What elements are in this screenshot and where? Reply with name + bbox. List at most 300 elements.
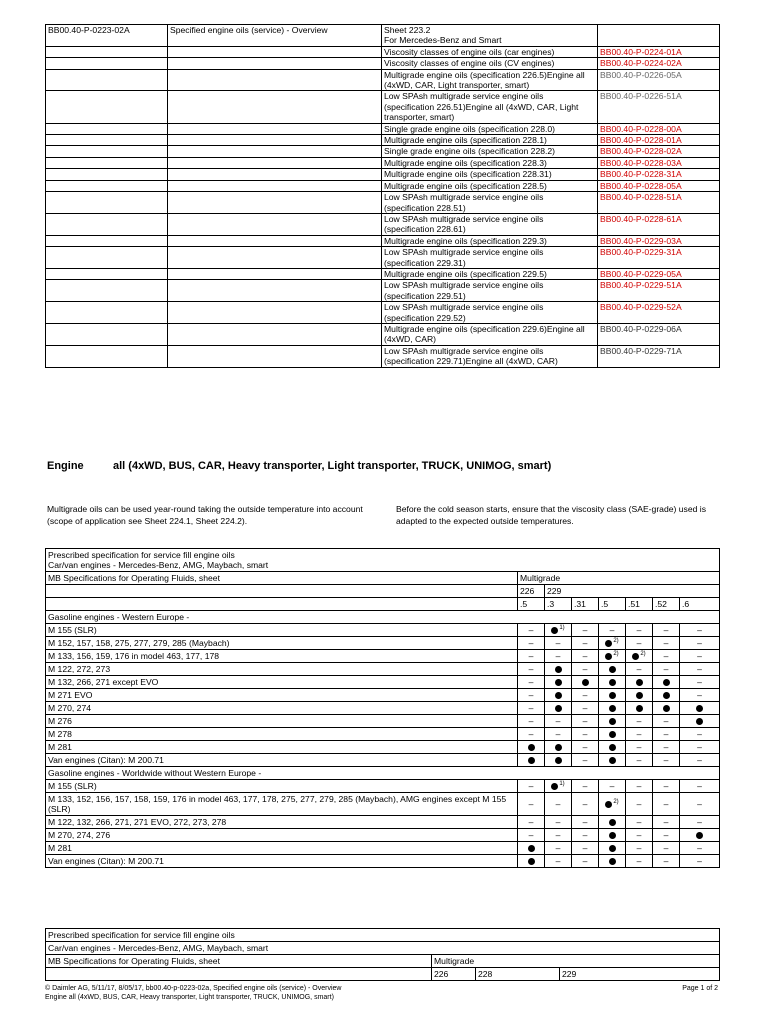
overview-row (46, 157, 720, 168)
spec-sub-header: .6 (680, 598, 720, 611)
overview-row (46, 192, 720, 214)
spec-cell (599, 702, 626, 715)
spec2-title-line2: Car/van engines - Mercedes-Benz, AMG, Maybach, smart (46, 942, 720, 955)
spec-title (46, 549, 720, 572)
spec-title-row (46, 549, 720, 572)
document-title: Specified engine oils (service) - Overview (168, 25, 382, 47)
empty-cell (168, 213, 382, 235)
empty-cell (46, 157, 168, 168)
note-right: Before the cold season starts, ensure that the viscosity class (SAE-grade) used is adapted to the expected outside temperatures. (396, 504, 707, 526)
spec-cell: – (653, 793, 680, 816)
footer-line2: Engine all (4xWD, BUS, CAR, Heavy transporter, Light transporter, TRUCK, UNIMOG, smart) (45, 994, 334, 1001)
engine-name: M 270, 274 (46, 702, 518, 715)
spec-cell: – (653, 829, 680, 842)
engine-name: Van engines (Citan): M 200.71 (46, 754, 518, 767)
empty-cell (168, 247, 382, 269)
spec-cell: – (626, 663, 653, 676)
empty-cell (168, 46, 382, 57)
spec-cell (626, 650, 653, 663)
spec-cell: – (518, 702, 545, 715)
sheet-ref (382, 25, 598, 47)
engine-row (46, 741, 720, 754)
bullet-icon (609, 757, 616, 764)
empty-cell (46, 235, 168, 246)
spec-cell: – (518, 793, 545, 816)
spec-cell (599, 829, 626, 842)
engine-row (46, 816, 720, 829)
spec-cell: – (572, 624, 599, 637)
spec-cell: – (572, 741, 599, 754)
spec-cell: – (518, 780, 545, 793)
bullet-icon (696, 718, 703, 725)
overview-desc: Low SPAsh multigrade service engine oils (specification 229.52) (382, 302, 598, 324)
engine-name: M 281 (46, 741, 518, 754)
section-heading: Gasoline engines - Western Europe - (46, 611, 720, 624)
footer-left (45, 984, 341, 1002)
spec-cell: – (653, 650, 680, 663)
bullet-icon (636, 679, 643, 686)
spec-cell (626, 676, 653, 689)
spec2-mb-row (46, 955, 720, 968)
empty-cell (168, 69, 382, 91)
empty-cell (46, 345, 168, 367)
overview-row (46, 302, 720, 324)
bullet-icon (609, 679, 616, 686)
overview-ref-link[interactable]: BB00.40-P-0229-05A (598, 268, 720, 279)
spec2-group-229: 229 (560, 968, 720, 981)
spec2-group-226: 226 (432, 968, 476, 981)
section-heading-row (46, 611, 720, 624)
bullet-icon (636, 692, 643, 699)
spec-cell: – (545, 829, 572, 842)
spec-cell (545, 676, 572, 689)
spec-cell: – (572, 816, 599, 829)
spec-cell (599, 637, 626, 650)
empty-cell (46, 192, 168, 214)
empty-cell (168, 123, 382, 134)
engine-name: M 155 (SLR) (46, 780, 518, 793)
engine-row (46, 728, 720, 741)
spec-cell: – (626, 842, 653, 855)
engine-name: M 278 (46, 728, 518, 741)
spec-sub-header: .3 (545, 598, 572, 611)
bullet-icon (528, 744, 535, 751)
empty-cell (168, 169, 382, 180)
overview-ref-link[interactable]: BB00.40-P-0228-61A (598, 213, 720, 235)
bullet-icon (636, 705, 643, 712)
engine-name: M 133, 152, 156, 157, 158, 159, 176 in model 463, 177, 178, 275, 277, 279, 285 (Maybach), AMG engines except M 155 (SLR) (46, 793, 518, 816)
overview-row (46, 268, 720, 279)
engine-row (46, 637, 720, 650)
spec-cell: – (599, 624, 626, 637)
bullet-icon (632, 653, 639, 660)
engine-name: M 133, 156, 159, 176 in model 463, 177, 178 (46, 650, 518, 663)
engine-row (46, 676, 720, 689)
spec-cell: – (626, 829, 653, 842)
bullet-icon (555, 692, 562, 699)
bullet-icon (609, 705, 616, 712)
spec-cell (653, 676, 680, 689)
sheet-number: Sheet 223.2 (384, 25, 431, 35)
overview-table (45, 24, 720, 368)
sheet-subtitle: For Mercedes-Benz and Smart (384, 35, 502, 46)
overview-ref-link[interactable]: BB00.40-P-0229-71A (598, 345, 720, 367)
engine-name: M 122, 272, 273 (46, 663, 518, 676)
spec-cell (599, 855, 626, 868)
spec-cell (599, 663, 626, 676)
footnote-ref: 2) (613, 651, 619, 657)
bullet-icon (555, 679, 562, 686)
overview-ref-link[interactable]: BB00.40-P-0228-51A (598, 192, 720, 214)
overview-ref-link[interactable]: BB00.40-P-0228-31A (598, 169, 720, 180)
overview-row (46, 46, 720, 57)
spec-cell (599, 676, 626, 689)
bullet-icon (663, 692, 670, 699)
spec-cell (680, 829, 720, 842)
overview-desc: Viscosity classes of engine oils (CV engines) (382, 58, 598, 69)
empty-cell (46, 968, 432, 981)
spec-cell (626, 689, 653, 702)
bullet-icon (551, 783, 558, 790)
spec-cell (599, 793, 626, 816)
overview-ref-link[interactable]: BB00.40-P-0228-05A (598, 180, 720, 191)
bullet-icon (555, 744, 562, 751)
spec-cell: – (680, 676, 720, 689)
spec-cell: – (680, 741, 720, 754)
overview-row (46, 235, 720, 246)
spec2-title-row1 (46, 929, 720, 942)
footnote-ref: 1) (559, 625, 565, 631)
overview-desc: Low SPAsh multigrade service engine oils (specification 228.51) (382, 192, 598, 214)
spec-cell: – (518, 637, 545, 650)
spec-cell: – (572, 650, 599, 663)
spec-cell (545, 663, 572, 676)
spec-cell (545, 689, 572, 702)
spec-cell: – (518, 663, 545, 676)
spec-cell (653, 702, 680, 715)
spec-cell: – (572, 855, 599, 868)
spec-cell: – (680, 842, 720, 855)
footnote-ref: 2) (640, 651, 646, 657)
spec-cell: – (545, 793, 572, 816)
engine-row (46, 689, 720, 702)
spec-cell: – (626, 624, 653, 637)
empty-cell (168, 302, 382, 324)
empty-cell (46, 268, 168, 279)
overview-ref-link[interactable]: BB00.40-P-0228-01A (598, 135, 720, 146)
engine-row (46, 650, 720, 663)
empty-cell (46, 323, 168, 345)
spec-cell: – (599, 780, 626, 793)
bullet-icon (609, 819, 616, 826)
spec-cell: – (680, 728, 720, 741)
overview-ref-link[interactable]: BB00.40-P-0224-01A (598, 46, 720, 57)
spec-cell: – (626, 780, 653, 793)
spec-cell: – (626, 855, 653, 868)
overview-row (46, 247, 720, 269)
spec-sub-header: .52 (653, 598, 680, 611)
group-226: 226 (518, 585, 545, 598)
empty-cell (46, 247, 168, 269)
spec-cell: – (545, 855, 572, 868)
overview-desc: Multigrade engine oils (specification 229.3) (382, 235, 598, 246)
overview-ref-link[interactable]: BB00.40-P-0229-52A (598, 302, 720, 324)
spec-cell: – (653, 842, 680, 855)
empty-cell (168, 91, 382, 123)
engine-name: M 276 (46, 715, 518, 728)
overview-row (46, 323, 720, 345)
bullet-icon (609, 731, 616, 738)
overview-row (46, 58, 720, 69)
spec-cell: – (680, 754, 720, 767)
spec-cell: – (653, 780, 680, 793)
overview-ref-link[interactable]: BB00.40-P-0229-51A (598, 280, 720, 302)
spec-cell (653, 689, 680, 702)
spec-cell (599, 689, 626, 702)
overview-ref-link[interactable]: BB00.40-P-0226-51A (598, 91, 720, 123)
overview-row (46, 123, 720, 134)
engine-name: M 270, 274, 276 (46, 829, 518, 842)
spec-cell: – (572, 829, 599, 842)
overview-desc: Low SPAsh multigrade service engine oils (specification 228.61) (382, 213, 598, 235)
spec-cell (626, 702, 653, 715)
overview-ref-link[interactable]: BB00.40-P-0228-00A (598, 123, 720, 134)
empty-cell (46, 598, 518, 611)
overview-ref-link[interactable]: BB00.40-P-0229-03A (598, 235, 720, 246)
spec-cell: – (653, 728, 680, 741)
spec-cell: – (680, 650, 720, 663)
spec-cell: – (572, 689, 599, 702)
spec-cell: – (572, 842, 599, 855)
spec-cell: – (545, 650, 572, 663)
engine-row (46, 855, 720, 868)
footer-line1: © Daimler AG, 5/11/17, 8/05/17, bb00.40-p-0223-02a, Specified engine oils (service) - Overview (45, 985, 342, 992)
engine-row (46, 624, 720, 637)
empty-cell (168, 157, 382, 168)
overview-desc: Multigrade engine oils (specification 228.1) (382, 135, 598, 146)
empty-cell (168, 345, 382, 367)
overview-desc: Low SPAsh multigrade service engine oils (specification 229.51) (382, 280, 598, 302)
spec-cell: – (680, 663, 720, 676)
empty-cell (46, 169, 168, 180)
spec-sub-row (46, 598, 720, 611)
spec-cell: – (680, 816, 720, 829)
empty-cell (168, 280, 382, 302)
engine-name: M 122, 132, 266, 271, 271 EVO, 272, 273, 278 (46, 816, 518, 829)
bullet-icon (555, 757, 562, 764)
bullet-icon (555, 666, 562, 673)
spec-cell: – (545, 728, 572, 741)
spec-cell: – (626, 741, 653, 754)
overview-ref-link[interactable]: BB00.40-P-0224-02A (598, 58, 720, 69)
spec-cell: – (653, 624, 680, 637)
overview-ref-link[interactable]: BB00.40-P-0226-05A (598, 69, 720, 91)
empty-cell (168, 235, 382, 246)
spec-cell (599, 715, 626, 728)
spec2-title-row2 (46, 942, 720, 955)
overview-row (46, 91, 720, 123)
overview-desc: Single grade engine oils (specification 228.0) (382, 123, 598, 134)
overview-row (46, 180, 720, 191)
overview-ref-link[interactable]: BB00.40-P-0228-02A (598, 146, 720, 157)
spec-cell (599, 741, 626, 754)
spec-cell (572, 676, 599, 689)
engine-row (46, 842, 720, 855)
bullet-icon (528, 858, 535, 865)
overview-row (46, 69, 720, 91)
note-left: Multigrade oils can be used year-round taking the outside temperature into account (scope of application see Sheet 224.1, Sheet 224.2). (47, 504, 363, 526)
bullet-icon (609, 692, 616, 699)
overview-desc: Multigrade engine oils (specification 228.3) (382, 157, 598, 168)
spec-cell (545, 780, 572, 793)
spec-cell: – (626, 816, 653, 829)
group-229: 229 (545, 585, 720, 598)
overview-row (46, 213, 720, 235)
bullet-icon (605, 653, 612, 660)
spec2-title-line1: Prescribed specification for service fill engine oils (46, 929, 720, 942)
overview-desc: Multigrade engine oils (specification 229.5) (382, 268, 598, 279)
engine-row (46, 793, 720, 816)
spec-cell (518, 754, 545, 767)
spec-cell: – (545, 816, 572, 829)
empty-cell (46, 146, 168, 157)
spec-cell (545, 624, 572, 637)
spec-sub-header: .5 (518, 598, 545, 611)
bullet-icon (696, 832, 703, 839)
spec-cell: – (518, 689, 545, 702)
bullet-icon (609, 845, 616, 852)
spec-cell (680, 715, 720, 728)
spec-cell (680, 702, 720, 715)
engine-row (46, 829, 720, 842)
spec-cell: – (572, 663, 599, 676)
bullet-icon (582, 679, 589, 686)
spec2-group-228: 228 (476, 968, 560, 981)
spec2-mb-label: MB Specifications for Operating Fluids, sheet (46, 955, 432, 968)
empty-cell (46, 135, 168, 146)
spec-cell: – (518, 816, 545, 829)
empty-cell (598, 25, 720, 47)
bullet-icon (696, 705, 703, 712)
empty-cell (168, 135, 382, 146)
spec-sub-header: .5 (599, 598, 626, 611)
spec-sub-header: .51 (626, 598, 653, 611)
spec-cell: – (653, 816, 680, 829)
spec-cell (545, 754, 572, 767)
multigrade-label: Multigrade (518, 572, 720, 585)
spec-cell (545, 702, 572, 715)
spec-cell: – (518, 650, 545, 663)
overview-row (46, 135, 720, 146)
spec-cell: – (626, 728, 653, 741)
bullet-icon (528, 757, 535, 764)
spec-mb-row (46, 572, 720, 585)
spec-cell: – (653, 855, 680, 868)
spec-cell: – (653, 715, 680, 728)
spec-title-line1: Prescribed specification for service fill engine oils (48, 550, 235, 560)
engine-name: M 132, 266, 271 except EVO (46, 676, 518, 689)
overview-desc: Low SPAsh multigrade service engine oils (specification 229.71)Engine all (4xWD, CAR) (382, 345, 598, 367)
spec-cell: – (572, 637, 599, 650)
empty-cell (46, 58, 168, 69)
spec-cell: – (572, 793, 599, 816)
bullet-icon (609, 718, 616, 725)
bullet-icon (605, 640, 612, 647)
spec-cell: – (680, 780, 720, 793)
overview-desc: Viscosity classes of engine oils (car engines) (382, 46, 598, 57)
spec-cell: – (680, 624, 720, 637)
engine-name: M 155 (SLR) (46, 624, 518, 637)
spec-cell (599, 842, 626, 855)
overview-ref-link[interactable]: BB00.40-P-0228-03A (598, 157, 720, 168)
empty-cell (46, 69, 168, 91)
spec2-group-row (46, 968, 720, 981)
spec-cell: – (572, 780, 599, 793)
overview-row (46, 146, 720, 157)
engine-line (47, 460, 551, 472)
overview-header-row (46, 25, 720, 47)
engine-row (46, 702, 720, 715)
overview-row (46, 280, 720, 302)
bullet-icon (609, 832, 616, 839)
empty-cell (168, 58, 382, 69)
engine-row (46, 715, 720, 728)
overview-desc: Multigrade engine oils (specification 226.5)Engine all (4xWD, CAR, Light transporter, smart) (382, 69, 598, 91)
spec-cell: – (653, 663, 680, 676)
spec-title-line2: Car/van engines - Mercedes-Benz, AMG, Maybach, smart (48, 560, 269, 570)
spec-cell: – (518, 624, 545, 637)
spec-cell (518, 842, 545, 855)
spec-cell: – (626, 715, 653, 728)
empty-cell (46, 123, 168, 134)
mb-spec-label: MB Specifications for Operating Fluids, sheet (46, 572, 518, 585)
spec-cell: – (545, 637, 572, 650)
engine-label: Engine (47, 460, 84, 472)
overview-desc: Low SPAsh multigrade service engine oils (specification 226.51)Engine all (4xWD, CAR, Light transporter, smart) (382, 91, 598, 123)
spec-cell: – (545, 842, 572, 855)
overview-ref-link[interactable]: BB00.40-P-0229-31A (598, 247, 720, 269)
spec-cell: – (653, 741, 680, 754)
spec-cell: – (680, 689, 720, 702)
engine-row (46, 780, 720, 793)
footer-page: Page 1 of 2 (682, 985, 718, 992)
spec-cell: – (626, 637, 653, 650)
spec-cell: – (626, 793, 653, 816)
engine-name: M 271 EVO (46, 689, 518, 702)
spec2-multigrade: Multigrade (432, 955, 720, 968)
spec-cell (545, 741, 572, 754)
spec-cell: – (545, 715, 572, 728)
overview-desc: Multigrade engine oils (specification 228.5) (382, 180, 598, 191)
overview-desc: Single grade engine oils (specification 228.2) (382, 146, 598, 157)
bullet-icon (663, 705, 670, 712)
spec-cell: – (518, 728, 545, 741)
spec-group-row (46, 585, 720, 598)
spec-cell: – (626, 754, 653, 767)
bullet-icon (555, 705, 562, 712)
overview-row (46, 169, 720, 180)
section-heading-row (46, 767, 720, 780)
empty-cell (168, 323, 382, 345)
spec-cell: – (653, 754, 680, 767)
overview-ref-link[interactable]: BB00.40-P-0229-06A (598, 323, 720, 345)
engine-name: M 281 (46, 842, 518, 855)
section-heading: Gasoline engines - Worldwide without Western Europe - (46, 767, 720, 780)
spec-table (45, 548, 720, 868)
empty-cell (46, 302, 168, 324)
spec-cell (599, 728, 626, 741)
empty-cell (168, 146, 382, 157)
